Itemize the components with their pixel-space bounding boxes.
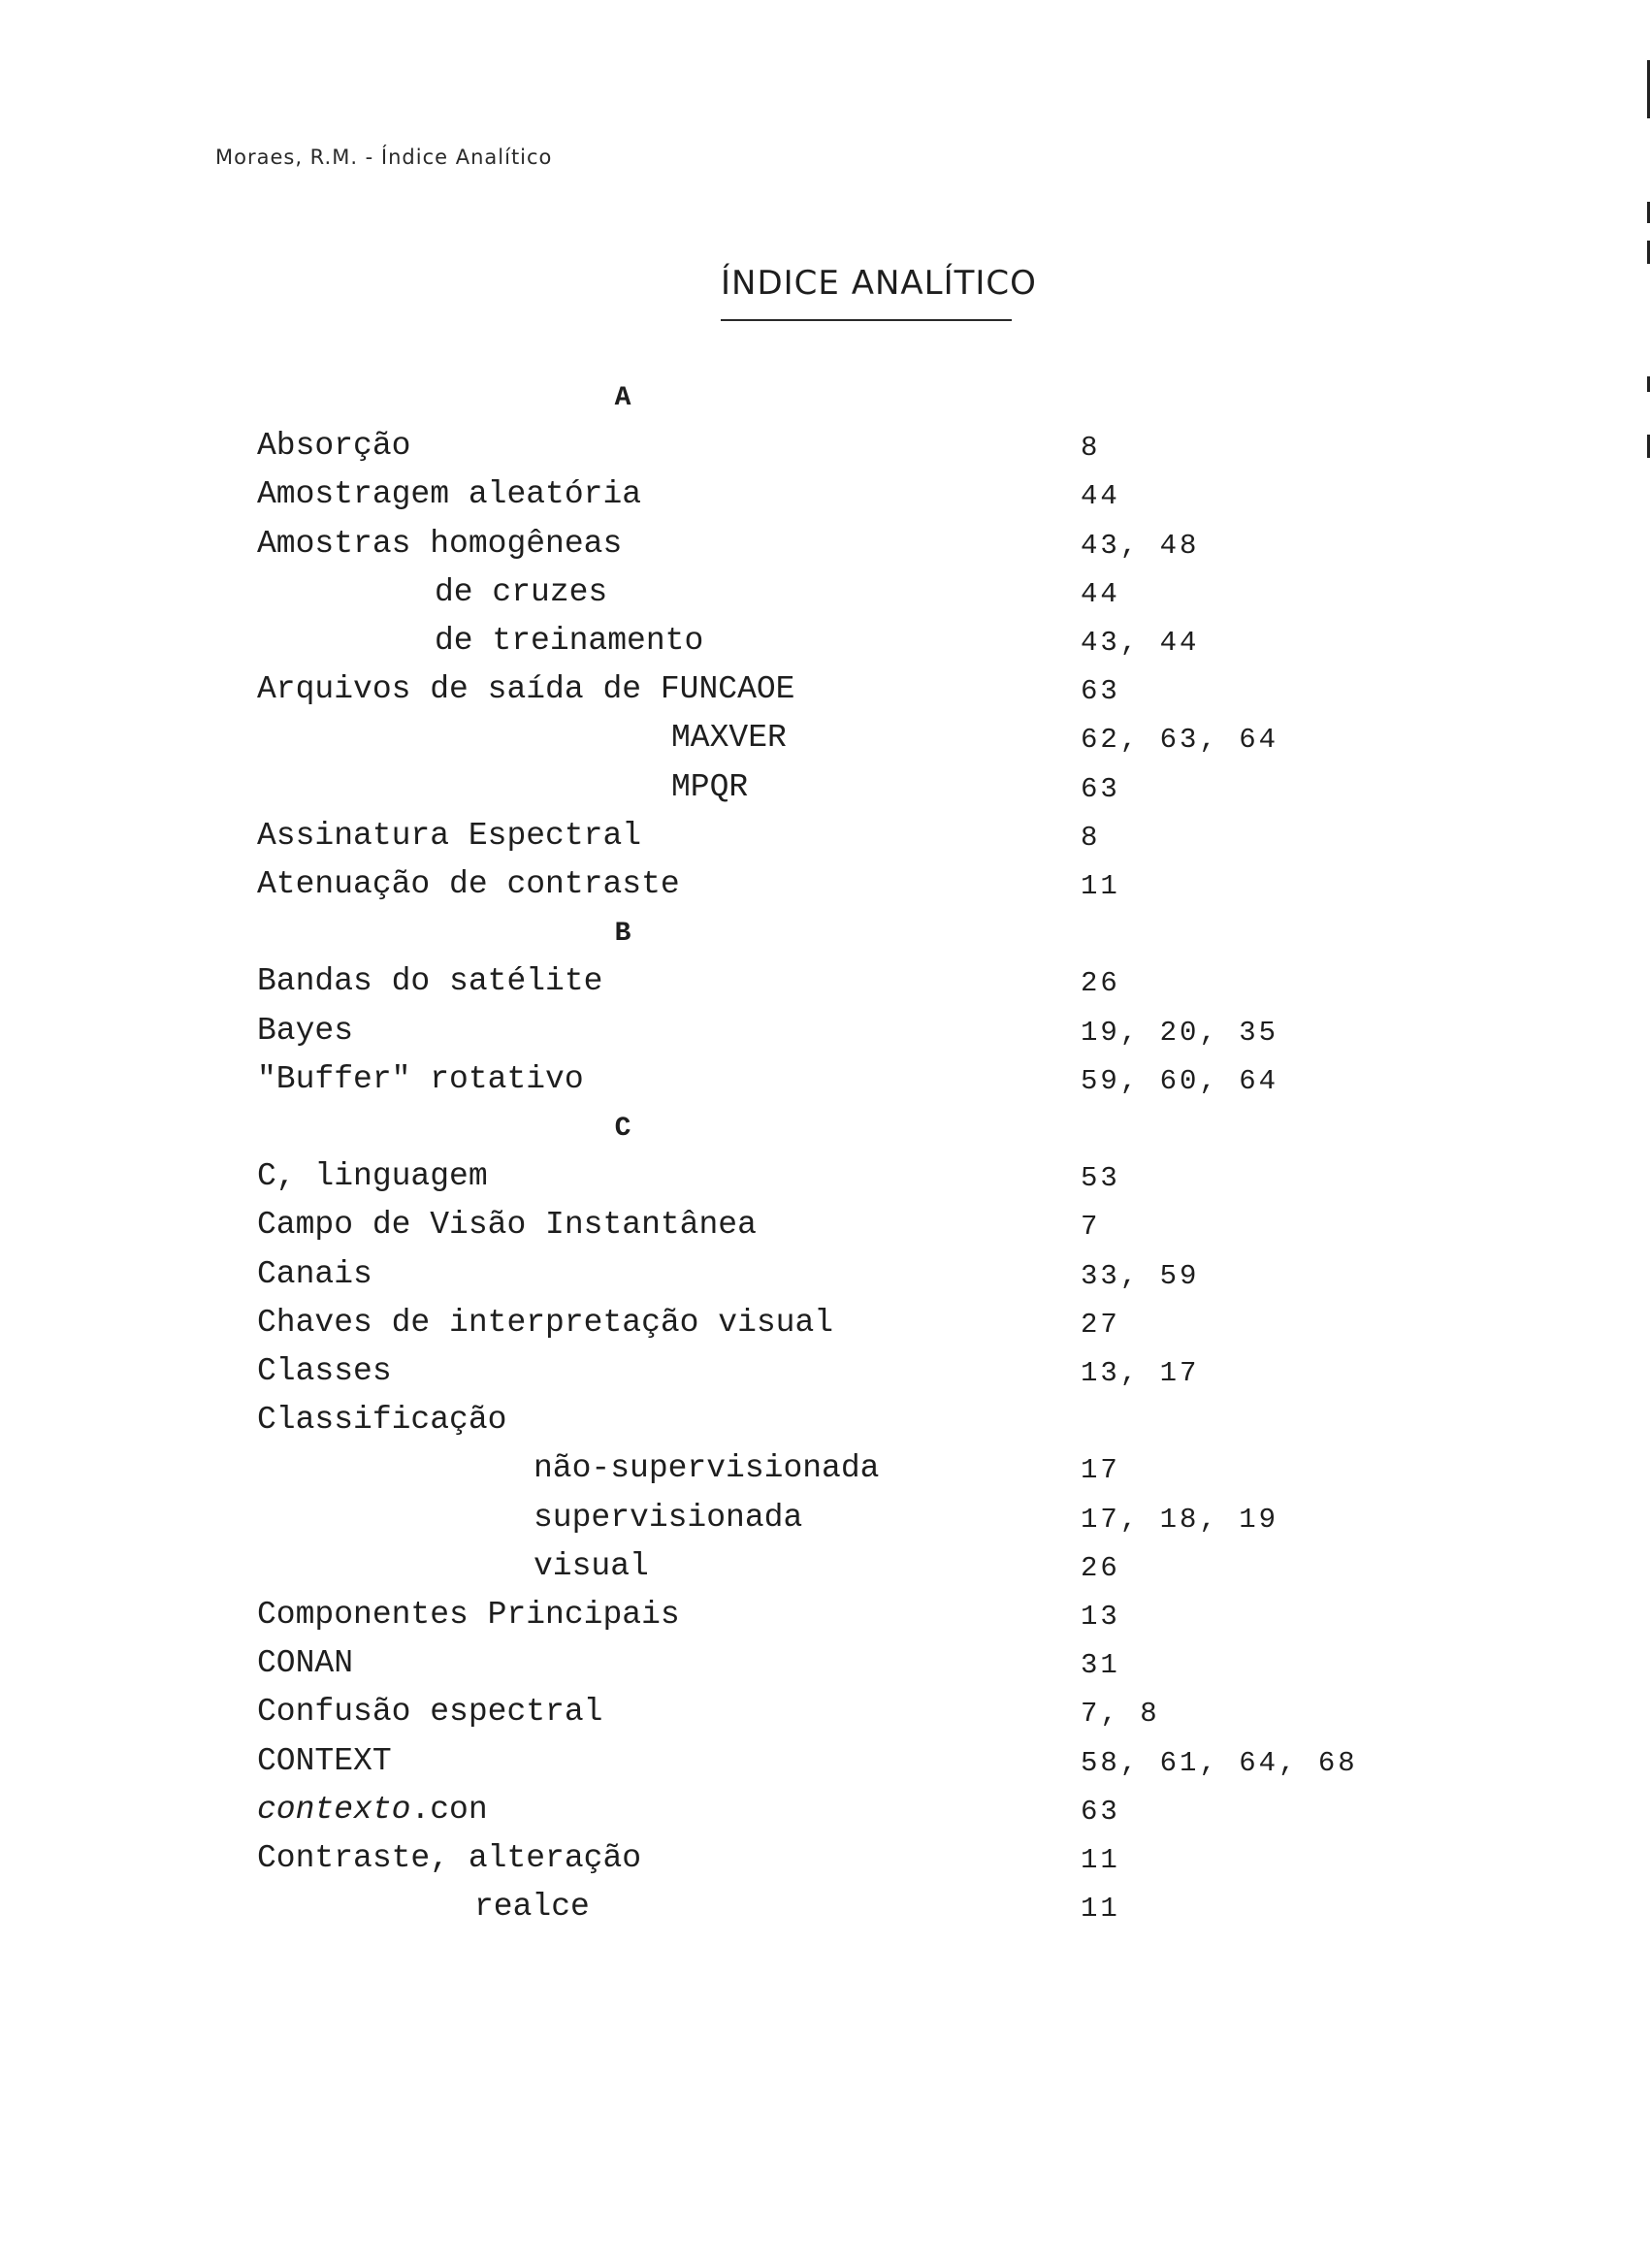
index-term-text: Assinatura Espectral [257,817,642,854]
index-term [257,818,641,854]
index-term-text: Atenuação de contraste [257,866,680,902]
index-term [257,1256,372,1292]
index-term-text: Campo de Visão Instantânea [257,1207,757,1244]
index-term-text: Arquivos de saída de FUNCAOE [257,671,795,708]
index-term-text: "Buffer" rotativo [257,1060,584,1097]
index-page-numbers: 43, 48 [1081,529,1200,562]
index-term-text: Absorção [257,428,411,465]
index-term-text: Confusão espectral [257,1694,603,1731]
index-page-numbers: 19, 20, 35 [1081,1016,1279,1049]
index-page-numbers: 63 [1081,675,1120,708]
index-term-text: de treinamento [435,623,704,659]
index-term-text: C, linguagem [257,1158,488,1195]
index-term [257,671,795,707]
running-header: Moraes, R.M. - Índice Analítico [215,146,553,169]
index-term-text: MPQR [671,768,749,805]
index-page-numbers: 26 [1081,967,1120,1000]
index-page-numbers: 8 [1081,821,1101,854]
index-term-suffix: .con [410,1791,488,1828]
index-term-text: Amostragem aleatória [257,476,642,513]
index-page-numbers: 59, 60, 64 [1081,1064,1279,1097]
section-letter: B [614,919,631,950]
index-page-numbers: 63 [1081,772,1120,805]
index-term [671,720,787,756]
index-term-text: CONAN [257,1645,354,1682]
index-term-text: Bandas do satélite [257,963,603,1000]
index-term-text: Bayes [257,1012,354,1049]
index-term-text: MAXVER [671,720,787,757]
index-page-numbers: 11 [1081,1844,1120,1876]
index-page-numbers: 17, 18, 19 [1081,1503,1279,1536]
section-letter: A [614,383,631,413]
index-term [257,1305,833,1341]
index-page-numbers: 13, 17 [1081,1357,1200,1389]
index-term-text: Amostras homogêneas [257,525,623,562]
index-term [534,1548,649,1584]
index-page-numbers: 43, 44 [1081,627,1200,659]
page-title: ÍNDICE ANALÍTICO [721,264,1037,303]
index-page-numbers: 17 [1081,1454,1120,1487]
index-page-numbers: 26 [1081,1551,1120,1584]
index-term-text: realce [474,1889,590,1926]
index-term [435,623,703,659]
index-page-numbers: 44 [1081,577,1120,610]
index-term [257,1207,757,1243]
index-page-numbers: 44 [1081,480,1120,513]
index-term [257,1158,488,1194]
index-term-text: CONTEXT [257,1742,392,1779]
index-term-text: contexto [257,1791,411,1828]
index-page-numbers: 7 [1081,1211,1101,1244]
index-term [257,1402,506,1438]
index-page-numbers: 11 [1081,870,1120,902]
index-term [257,1013,353,1049]
index-term [534,1450,879,1486]
index-page-numbers: 53 [1081,1162,1120,1195]
index-term [257,866,680,902]
index-term [671,769,748,805]
index-page-numbers: 31 [1081,1649,1120,1682]
index-term-text: supervisionada [534,1499,803,1536]
index-page-numbers: 62, 63, 64 [1081,724,1279,757]
index-term [257,1694,602,1730]
index-page-numbers: 27 [1081,1308,1120,1341]
index-term-text: Contraste, alteração [257,1840,642,1876]
index-term [257,428,410,464]
index-term [435,574,607,610]
index-page-numbers: 8 [1081,432,1101,465]
index-term-text: Classificação [257,1402,507,1439]
index-term-text: Canais [257,1255,372,1292]
index-term [474,1889,590,1925]
index-page-numbers: 58, 61, 64, 68 [1081,1746,1358,1779]
index-term-text: Classes [257,1353,392,1389]
index-term [257,1840,641,1876]
index-term [257,963,602,999]
index-page-numbers: 33, 59 [1081,1259,1200,1292]
index-term-text: visual [534,1547,649,1584]
index-term-text: Componentes Principais [257,1597,680,1633]
index-term [257,1597,680,1633]
index-term-text: de cruzes [435,573,608,610]
index-term [257,526,622,562]
index-page-numbers: 11 [1081,1893,1120,1926]
index-term [257,1353,392,1389]
index-term [257,476,641,512]
index-term [257,1645,353,1681]
index-page-numbers: 63 [1081,1795,1120,1828]
index-term [257,1061,584,1097]
index-term [534,1500,802,1536]
index-term-text: Chaves de interpretação visual [257,1304,834,1341]
index-term-text: não-supervisionada [534,1450,880,1487]
section-letter: C [614,1114,631,1144]
index-term [257,1743,392,1779]
index-page-numbers: 13 [1081,1601,1120,1633]
index-page-numbers: 7, 8 [1081,1698,1160,1731]
index-term [257,1792,488,1828]
